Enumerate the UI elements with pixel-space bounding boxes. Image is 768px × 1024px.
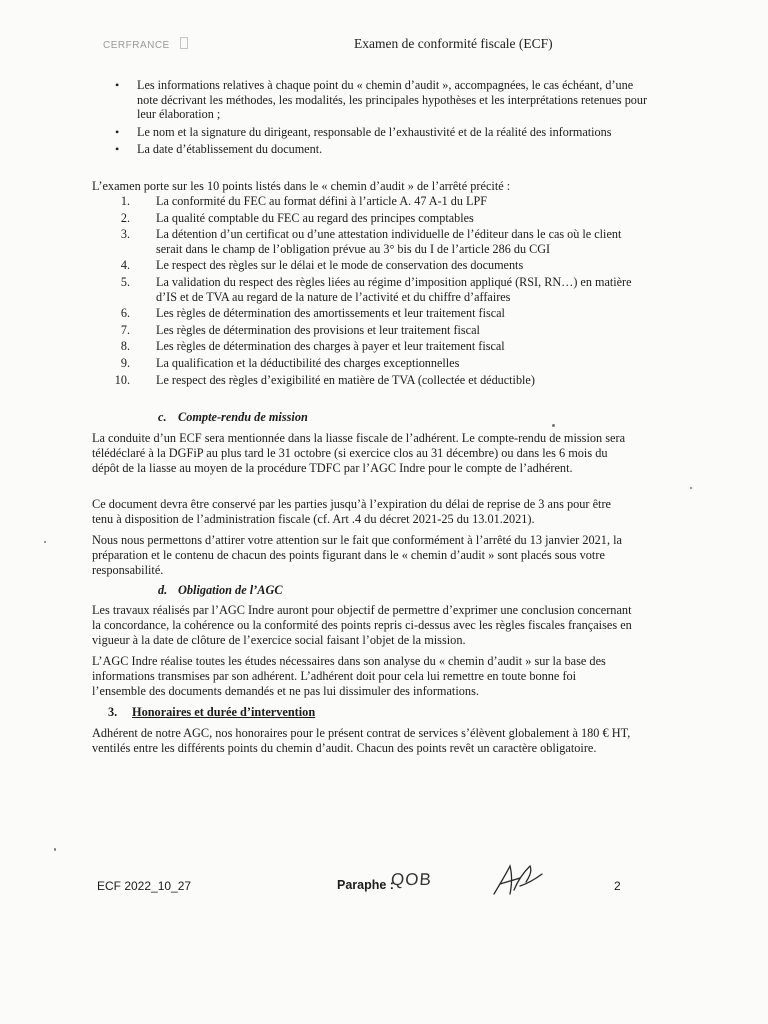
section-3-heading — [108, 705, 315, 720]
audit-point-number: 2. — [120, 210, 130, 225]
section-c-paragraph-3: Nous nous permettons d’attirer votre attention sur le fait que conformément à l’arrêté du 13 janvier 2021, la préparation et le contenu de chacun des points figurant dans le « chemin d’audit » sont placés sous votre responsabilité. — [92, 533, 622, 577]
bullet-item: • La date d’établissement du document. — [137, 142, 657, 157]
section-c-title: Compte-rendu de mission — [178, 410, 308, 424]
page-number: 2 — [614, 879, 621, 893]
audit-point — [108, 373, 638, 388]
audit-point-text: La qualité comptable du FEC au regard des principes comptables — [156, 210, 474, 225]
logo-mark-icon — [180, 37, 188, 49]
audit-point — [108, 339, 638, 354]
audit-point-number: 10. — [114, 372, 130, 387]
section-d-heading — [158, 583, 283, 598]
footer-reference: ECF 2022_10_27 — [97, 879, 192, 893]
section-d-paragraph-1: Les travaux réalisés par l’AGC Indre auront pour objectif de permettre d’exprimer une conclusion concernant la concordance, la cohérence ou la conformité des points repris ci-dessus avec les règles fiscales françaises en vigueur à la date de clôture de l’exercice social faisant l’objet de la mission. — [92, 603, 632, 647]
audit-point-text: Les règles de détermination des provisions et leur traitement fiscal — [156, 322, 480, 337]
audit-point — [108, 306, 638, 321]
footer-paraphe-label: Paraphe : — [337, 878, 394, 892]
audit-points-list — [108, 194, 638, 389]
audit-point-text: La validation du respect des règles liées au régime d’imposition appliqué (RSI, RN…) en matière d’IS et de TVA au regard de la nature de l’activité et du chiffre d’affaires — [156, 274, 632, 304]
audit-point — [108, 211, 638, 226]
section-d-letter: d. — [158, 583, 168, 597]
bullet-item: • Le nom et la signature du dirigeant, responsable de l’exhaustivité et de la réalité des informations — [137, 125, 657, 140]
audit-point-number: 1. — [120, 194, 130, 208]
audit-point-text: Le respect des règles d’exigibilité en matière de TVA (collectée et déductible) — [156, 372, 535, 387]
audit-point — [108, 323, 638, 338]
section-3-number: 3. — [108, 705, 118, 719]
section-c-heading — [158, 410, 308, 425]
audit-point — [108, 227, 638, 256]
audit-point-number: 7. — [120, 322, 130, 337]
audit-point-number: 3. — [120, 227, 130, 242]
audit-point-text: Les règles de détermination des charges à payer et leur traitement fiscal — [156, 339, 505, 354]
scan-speck — [54, 848, 56, 851]
audit-point-number: 6. — [120, 306, 130, 321]
scan-speck — [44, 541, 46, 543]
audit-point-text: La détention d’un certificat ou d’une attestation individuelle de l’éditeur dans le cas où le client serait dans le champ de l’obligation prévue au 3° bis du I de l’article 286 du CGI — [156, 227, 622, 256]
scan-speck — [690, 487, 692, 489]
section-c-paragraph-1: La conduite d’un ECF sera mentionnée dans la liasse fiscale de l’adhérent. Le compte-rendu de mission sera télédéclaré à la DGFiP au plus tard le 31 octobre (si exercice clos au 31 décembre) ou dans les 6 mois du dépôt de la liasse au moyen de la procédure TDFC par l’AGC Indre pour le compte de l’adhérent. — [92, 431, 626, 475]
audit-point-text: Le respect des règles sur le délai et le mode de conservation des documents — [156, 258, 524, 273]
signature-mark-icon — [490, 860, 544, 900]
audit-point-text: La conformité du FEC au format défini à l’article A. 47 A-1 du LPF — [156, 194, 488, 208]
logo-text: CERFRANCE — [103, 40, 170, 51]
section-c-paragraph-2: Ce document devra être conservé par les parties jusqu’à l’expiration du délai de reprise de 3 ans pour être tenu à disposition de l’administration fiscale (cf. Art .4 du décret 2021-25 du 13.01.2021). — [92, 497, 611, 526]
section-3-title: Honoraires et durée d’intervention — [132, 705, 316, 719]
audit-point-text: La qualification et la déductibilité des charges exceptionnelles — [156, 355, 460, 370]
intro-paragraph: L’examen porte sur les 10 points listés dans le « chemin d’audit » de l’arrêté précité : — [92, 179, 511, 193]
audit-point-text: Les règles de détermination des amortissements et leur traitement fiscal — [156, 306, 505, 321]
audit-point — [108, 356, 638, 371]
bullet-item: • Les informations relatives à chaque point du « chemin d’audit », accompagnées, le cas échéant, d’une note décrivant les méthodes, les modalités, les principales hypothèses et les interprétations retenues pour leur élaboration ; — [137, 78, 657, 122]
audit-point — [108, 194, 638, 209]
audit-point-number: 4. — [120, 258, 130, 273]
bullet-list — [108, 78, 657, 160]
section-d-paragraph-2: L’AGC Indre réalise toutes les études nécessaires dans son analyse du « chemin d’audit » sur la base des informations transmises par son adhérent. L’adhérent doit pour cela lui remettre en toute bonne foi l’ensemble des documents demandés et ne pas lui dissimuler des informations. — [92, 654, 606, 698]
section-c-letter: c. — [158, 410, 167, 424]
audit-point — [108, 258, 638, 273]
audit-point-number: 9. — [120, 355, 130, 370]
section-3-paragraph: Adhérent de notre AGC, nos honoraires pour le présent contrat de services s’élèvent globalement à 180 € HT, ventilés entre les différents points du chemin d’audit. Chacun des points revêt un caractère obligatoire. — [92, 726, 631, 755]
audit-point-number: 5. — [120, 274, 130, 289]
page-header-title: Examen de conformité fiscale (ECF) — [354, 36, 553, 51]
audit-point-number: 8. — [120, 339, 130, 354]
scan-speck — [552, 424, 555, 427]
section-d-title: Obligation de l’AGC — [178, 583, 283, 597]
header-logo — [103, 37, 188, 51]
audit-point — [108, 275, 638, 304]
handwritten-initials: QOB — [390, 870, 433, 889]
